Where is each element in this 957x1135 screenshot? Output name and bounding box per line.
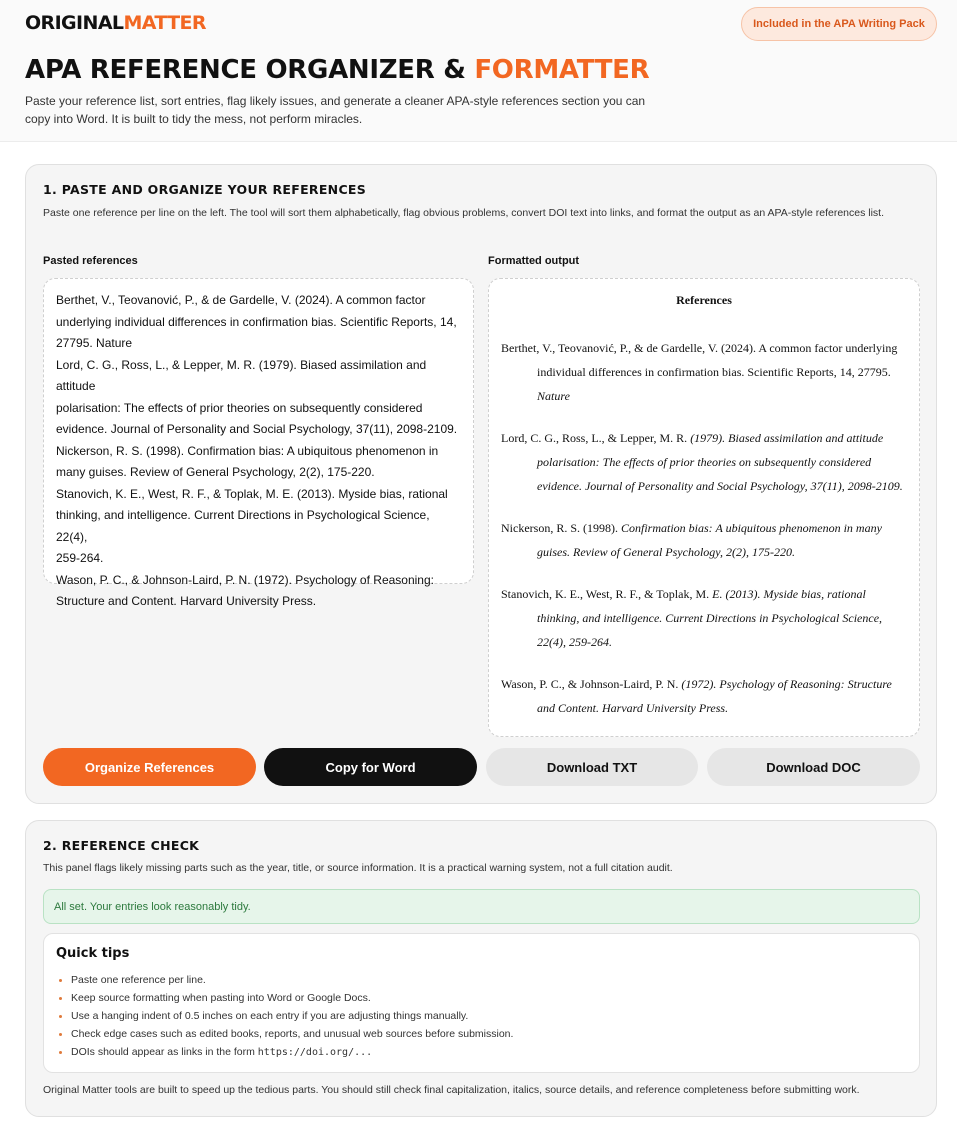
input-line: Structure and Content. Harvard University Press. bbox=[56, 594, 317, 608]
input-line: 259-264. bbox=[56, 551, 104, 565]
tip-item-doi bbox=[56, 1043, 907, 1062]
input-line: underlying individual differences in confirmation bias. Scientific Reports, 14, bbox=[56, 314, 457, 329]
tips-list bbox=[56, 971, 907, 1062]
output-label: Formatted output bbox=[488, 255, 580, 267]
entry-plain: Stanovich, K. E., West, R. F., & Toplak, M. bbox=[501, 587, 713, 601]
reference-entry bbox=[501, 516, 907, 564]
logo-part-original: ORIGINAL bbox=[25, 12, 124, 34]
download-txt-button[interactable]: Download TXT bbox=[486, 748, 698, 786]
page-title bbox=[25, 55, 649, 85]
reference-entry bbox=[501, 336, 907, 408]
formatted-output bbox=[488, 278, 920, 737]
tip-item: Keep source formatting when pasting into Word or Google Docs. bbox=[56, 989, 907, 1007]
input-line: Berthet, V., Teovanović, P., & de Gardelle, V. (2024). A common factor bbox=[56, 293, 426, 307]
tips-title: Quick tips bbox=[56, 946, 130, 961]
intro-text: Paste your reference list, sort entries, flag likely issues, and generate a cleaner APA-style references section you can copy into Word. It is built to tidy the mess, not perform miracles. bbox=[25, 94, 646, 126]
entry-plain: Wason, P. C., & Johnson-Laird, P. N. bbox=[501, 677, 682, 691]
title-main: APA REFERENCE ORGANIZER & bbox=[25, 55, 475, 85]
input-line: polarisation: The effects of prior theories on subsequently considered bbox=[56, 400, 423, 415]
writing-pack-badge: Included in the APA Writing Pack bbox=[741, 7, 937, 41]
reference-entry bbox=[501, 426, 907, 498]
input-label: Pasted references bbox=[43, 255, 138, 267]
input-line: Nickerson, R. S. (1998). Confirmation bias: A ubiquitous phenomenon in bbox=[56, 443, 439, 458]
entry-italic: (1979). Biased assimilation and attitude polarisation: The effects of prior theories on subsequently considered evidence. Journal of Personality and Social Psychology, 37(11), 2098-2109. bbox=[537, 431, 903, 493]
input-line: many guises. Review of General Psychology, 2(2), 175-220. bbox=[56, 465, 375, 479]
input-line: evidence. Journal of Personality and Social Psychology, 37(11), 2098-2109. bbox=[56, 422, 458, 436]
input-line: Lord, C. G., Ross, L., & Lepper, M. R. (1979). Biased assimilation and attitude bbox=[56, 357, 427, 393]
logo-part-matter: MATTER bbox=[123, 12, 206, 34]
input-line: 27795. Nature bbox=[56, 336, 133, 350]
section2-title: 2. REFERENCE CHECK bbox=[43, 838, 200, 853]
doi-format-code: https://doi.org/... bbox=[257, 1047, 373, 1058]
entry-italic: (1972). Psychology of Reasoning: Structure and Content. Harvard University Press. bbox=[537, 677, 892, 715]
organize-references-button[interactable]: Organize References bbox=[43, 748, 256, 786]
entry-italic: Nature bbox=[537, 389, 570, 403]
tip-item: Check edge cases such as edited books, reports, and unusual web sources before submission. bbox=[56, 1025, 907, 1043]
footnote: Original Matter tools are built to speed up the tedious parts. You should still check final capitalization, italics, source details, and reference completeness before submitting work. bbox=[43, 1084, 860, 1096]
reference-entry bbox=[501, 672, 907, 720]
entry-plain: Nickerson, R. S. (1998). bbox=[501, 521, 621, 535]
brand-logo[interactable] bbox=[25, 12, 206, 34]
entry-italic: Confirmation bias: A ubiquitous phenomenon in many guises. Review of General Psychology, 2(2), 175-220. bbox=[537, 521, 882, 559]
reference-entry bbox=[501, 582, 907, 654]
entry-plain: Berthet, V., Teovanović, P., & de Gardelle, V. (2024). A common factor underlying individual differences in confirmation bias. Scientific Reports, 14, 27795. bbox=[501, 341, 898, 379]
section2-description: This panel flags likely missing parts such as the year, title, or source information. It is a practical warning system, not a full citation audit. bbox=[43, 862, 673, 874]
page-header bbox=[0, 0, 957, 142]
output-heading: References bbox=[676, 293, 732, 307]
quick-tips bbox=[43, 933, 920, 1073]
section1-description: Paste one reference per line on the left. The tool will sort them alphabetically, flag obvious problems, convert DOI text into links, and format the output as an APA-style references list. bbox=[43, 207, 885, 219]
tip-item: Use a hanging indent of 0.5 inches on each entry if you are adjusting things manually. bbox=[56, 1007, 907, 1025]
entry-plain: Lord, C. G., Ross, L., & Lepper, M. R. bbox=[501, 431, 691, 445]
download-doc-button[interactable]: Download DOC bbox=[707, 748, 920, 786]
section1-title: 1. PASTE AND ORGANIZE YOUR REFERENCES bbox=[43, 182, 367, 197]
tip-item: Paste one reference per line. bbox=[56, 971, 907, 989]
status-banner: All set. Your entries look reasonably tidy. bbox=[43, 889, 920, 924]
title-accent: FORMATTER bbox=[474, 55, 650, 85]
input-line: thinking, and intelligence. Current Directions in Psychological Science, 22(4), bbox=[56, 508, 430, 544]
doi-tip-text: DOIs should appear as links in the form bbox=[71, 1046, 258, 1058]
organize-panel bbox=[25, 164, 937, 804]
entry-italic: E. (2013). Myside bias, rational thinking, and intelligence. Current Directions in Psychological Science, 22(4), 259-264. bbox=[537, 587, 883, 649]
input-line: Wason, P. C., & Johnson-Laird, P. N. (1972). Psychology of Reasoning: bbox=[56, 572, 434, 587]
reference-check-panel bbox=[25, 820, 937, 1117]
copy-for-word-button[interactable]: Copy for Word bbox=[264, 748, 477, 786]
references-input[interactable] bbox=[43, 278, 474, 608]
input-line: Stanovich, K. E., West, R. F., & Toplak, M. E. (2013). Myside bias, rational bbox=[56, 486, 448, 501]
